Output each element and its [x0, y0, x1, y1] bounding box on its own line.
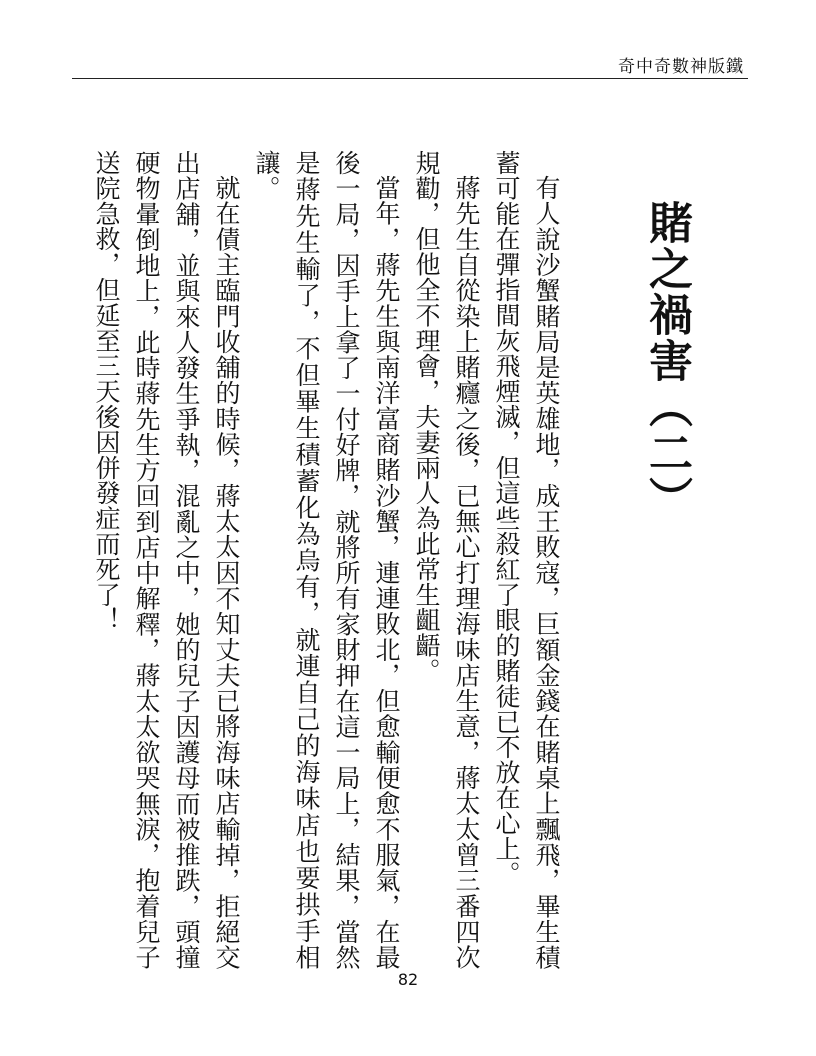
- body-text: [86, 150, 566, 970]
- running-header-title: 奇中奇數神版鐵: [618, 57, 744, 77]
- page-number: 82: [397, 970, 419, 989]
- paragraph: 就在債主臨門收舖的時候，蔣太太因不知丈夫已將海味店輸掉，拒絕交出店舖，並與來人發生爭執，混亂之中，她的兒子因護母而被推跌，頭撞硬物暈倒地上，此時蔣先生方回到店中解釋，蔣太太欲哭無淚，抱着兒子送院急救，但延至三天後因併發症而死了！: [92, 150, 241, 970]
- paragraph: 有人說沙蟹賭局是英雄地，成王敗寇，巨額金錢在賭桌上飄飛，畢生積蓄可能在彈指間灰飛煙滅，但這些殺紅了眼的賭徒已不放在心上。: [492, 150, 561, 970]
- chapter-title: 賭之禍害（二）: [641, 200, 692, 522]
- paragraph: 蔣先生自從染上賭癮之後，已無心打理海味店生意，蔣太太曾三番四次規勸，但他全不理會，夫妻兩人為此常生齟齬。: [412, 150, 481, 970]
- header-divider: [72, 78, 748, 79]
- paragraph: 當年，蔣先生與南洋富商賭沙蟹，連連敗北，但愈輸便愈不服氣，在最後一局，因手上拿了一付好牌，就將所有家財押在這一局上，結果，當然是蔣先生輸了，不但畢生積蓄化為烏有，就連自己的海味店也要拱手相讓。: [252, 150, 401, 970]
